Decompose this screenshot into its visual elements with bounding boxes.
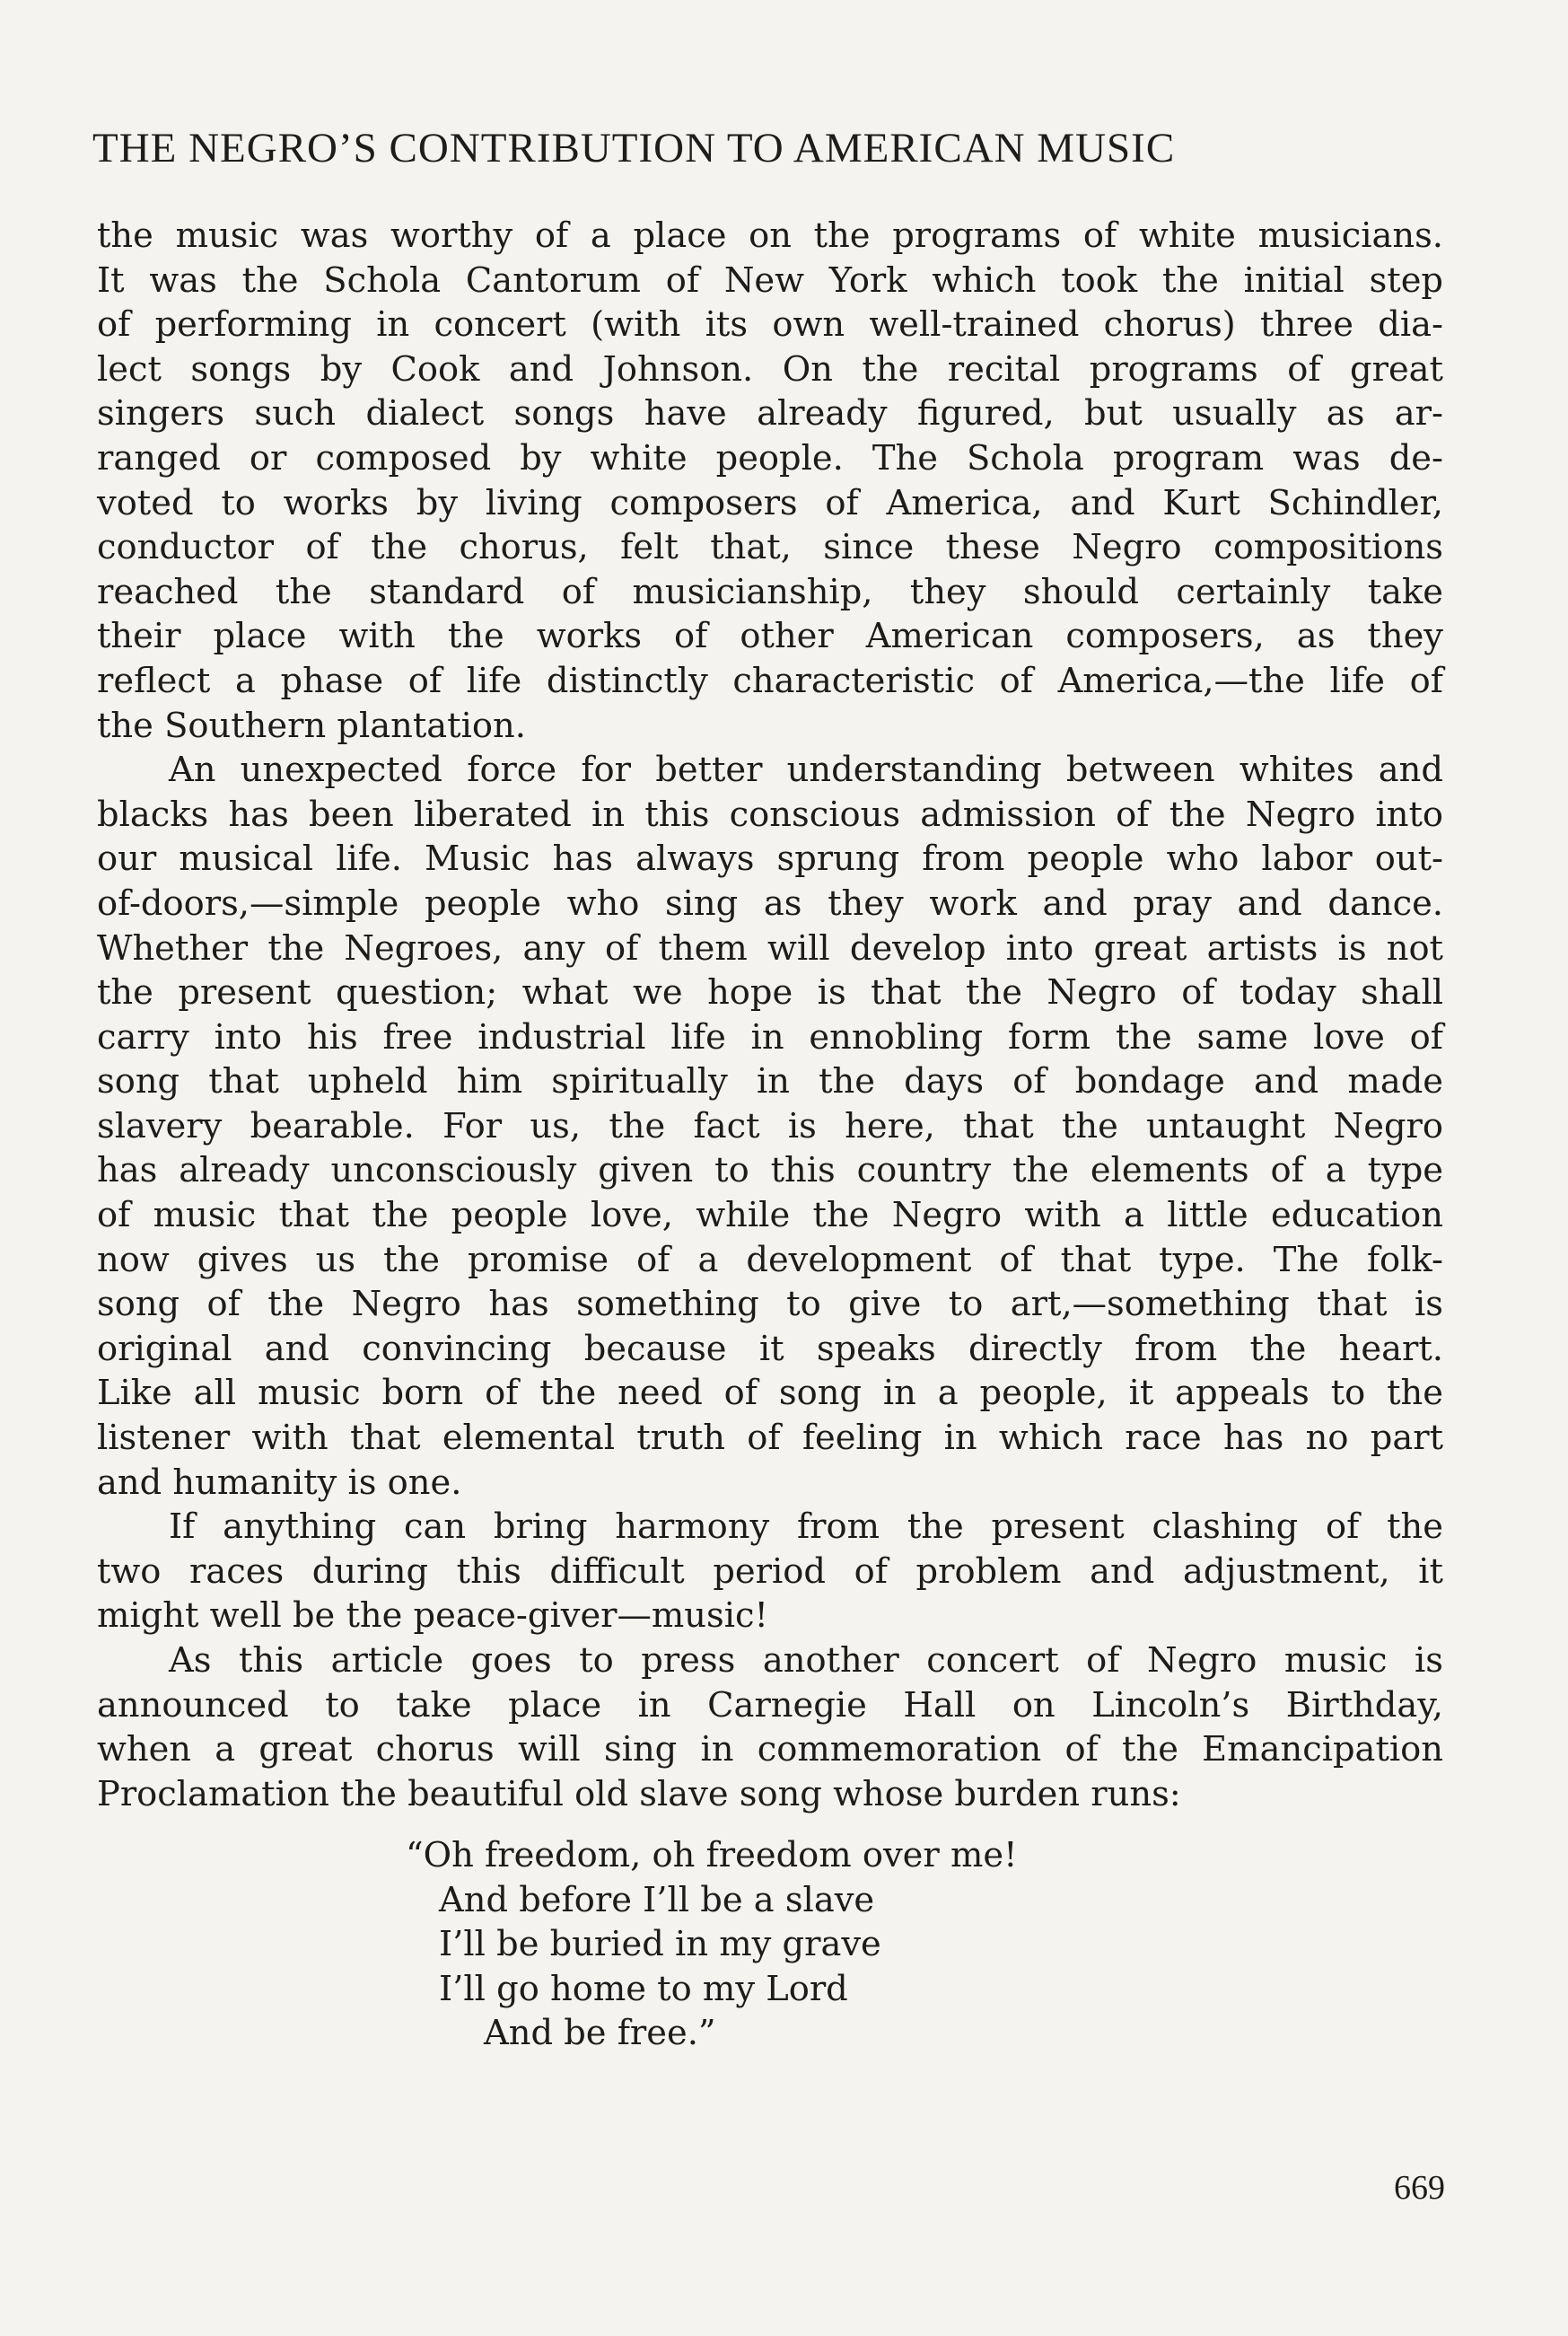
body-line: blacks has been liberated in this conscious admission of the Negro into — [97, 794, 1443, 835]
song-verse — [406, 1833, 1018, 2056]
body-line: Like all music born of the need of song in a people, it appeals to the — [97, 1373, 1443, 1414]
body-line: carry into his free industrial life in ennobling form the same love of — [97, 1016, 1443, 1058]
body-line: slavery bearable. For us, the fact is here, that the untaught Negro — [97, 1105, 1443, 1146]
verse-line: And be free.” — [484, 2013, 716, 2054]
body-line: voted to works by living composers of America, and Kurt Schindler, — [97, 482, 1443, 523]
body-line: reflect a phase of life distinctly characteristic of America,—the life of — [97, 660, 1443, 701]
body-line: two races during this difficult period of problem and adjustment, it — [97, 1550, 1443, 1592]
body-line: singers such dialect songs have already figured, but usually as ar- — [97, 393, 1443, 435]
body-line: might well be the peace-giver—music! — [97, 1595, 768, 1637]
body-line: and humanity is one. — [97, 1462, 462, 1503]
body-line: has already unconsciously given to this country the elements of a type — [97, 1150, 1443, 1191]
running-head: THE NEGRO’S CONTRIBUTION TO AMERICAN MUSIC — [92, 125, 1176, 171]
body-line: listener with that elemental truth of feeling in which race has no part — [97, 1418, 1443, 1459]
body-line: of performing in concert (with its own well-trained chorus) three dia- — [97, 304, 1443, 346]
body-line: song of the Negro has something to give to art,—something that is — [97, 1284, 1443, 1325]
body-line: of-doors,—simple people who sing as they work and pray and dance. — [97, 883, 1443, 924]
body-line: now gives us the promise of a development of that type. The folk- — [97, 1239, 1443, 1280]
body-line: reached the standard of musicianship, they should certainly take — [97, 571, 1443, 612]
body-line: original and convincing because it speaks directly from the heart. — [97, 1328, 1443, 1369]
body-line: their place with the works of other American composers, as they — [97, 616, 1443, 657]
body-line: the Southern plantation. — [97, 705, 526, 746]
body-line: announced to take place in Carnegie Hall on Lincoln’s Birthday, — [97, 1684, 1443, 1726]
body-line: our musical life. Music has always sprung from people who labor out- — [97, 839, 1443, 880]
body-line: As this article goes to press another concert of Negro music is — [169, 1640, 1443, 1681]
body-line: of music that the people love, while the Negro with a little education — [97, 1195, 1443, 1236]
article-body — [97, 214, 1443, 1816]
body-line: the present question; what we hope is that the Negro of today shall — [97, 972, 1443, 1014]
body-line: song that upheld him spiritually in the days of bondage and made — [97, 1061, 1443, 1102]
body-line: If anything can bring harmony from the present clashing of the — [169, 1506, 1443, 1548]
body-line: Proclamation the beautiful old slave song whose burden runs: — [97, 1773, 1181, 1814]
verse-line: “Oh freedom, oh freedom over me! — [406, 1835, 1018, 1875]
verse-line: I’ll be buried in my grave — [439, 1924, 881, 1965]
body-line: Whether the Negroes, any of them will develop into great artists is not — [97, 927, 1443, 969]
body-line: when a great chorus will sing in commemoration of the Emancipation — [97, 1729, 1443, 1770]
body-line: lect songs by Cook and Johnson. On the recital programs of great — [97, 348, 1443, 390]
body-line: the music was worthy of a place on the programs of white musicians. — [97, 215, 1443, 256]
page-number: 669 — [1394, 2169, 1445, 2207]
verse-line: I’ll go home to my Lord — [439, 1968, 848, 2009]
body-line: An unexpected force for better understanding between whites and — [169, 750, 1443, 791]
body-line: conductor of the chorus, felt that, since these Negro compositions — [97, 527, 1443, 568]
verse-line: And before I’ll be a slave — [439, 1879, 875, 1920]
body-line: It was the Schola Cantorum of New York which took the initial step — [97, 259, 1443, 301]
body-line: ranged or composed by white people. The Schola program was de- — [97, 437, 1443, 479]
